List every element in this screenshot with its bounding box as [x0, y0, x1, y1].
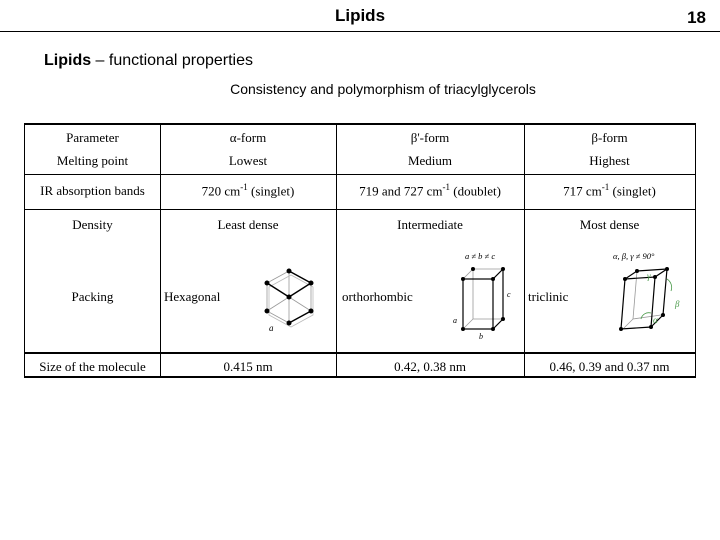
- section-title: [44, 52, 253, 70]
- hexagonal-lattice-diagram: [259, 265, 319, 335]
- row-divider: [25, 352, 695, 354]
- ir-beta-prime: 719 and 727 $cm^{-1}$ (doublet): [359, 182, 501, 199]
- svg-text:c: c: [507, 290, 511, 299]
- svg-text:α: α: [653, 315, 658, 325]
- density-label: Density: [72, 217, 113, 232]
- row-divider: [25, 174, 695, 175]
- size-alpha: 0.415 nm: [223, 359, 273, 374]
- packing-label: Packing: [71, 289, 114, 304]
- melting-point-beta-prime: Medium: [407, 153, 453, 168]
- page-number: 18: [687, 8, 706, 27]
- section-title-bold: Lipids: [44, 52, 92, 69]
- svg-text:β: β: [675, 299, 680, 309]
- packing-alpha: Hexagonal: [164, 289, 221, 304]
- svg-text:a ≠ b ≠ c: a ≠ b ≠ c: [465, 251, 496, 261]
- size-label: Size of the molecule: [39, 359, 146, 374]
- polymorphism-table: [24, 123, 696, 378]
- header-title: Lipids: [334, 6, 386, 25]
- ir-label: IR absorption bands: [40, 183, 145, 198]
- orthorhombic-lattice-diagram: [451, 249, 523, 341]
- header-divider: [0, 31, 720, 32]
- row-divider: [25, 209, 695, 210]
- ir-alpha: 720 $cm^{-1}$ (singlet): [201, 182, 295, 199]
- melting-point-alpha: Lowest: [228, 153, 268, 168]
- ir-beta: 717 $cm^{-1}$ (singlet): [563, 182, 656, 199]
- header-cell-alpha: α-form: [229, 130, 267, 145]
- density-alpha: Least dense: [217, 217, 279, 232]
- section-title-rest: – functional properties: [91, 52, 253, 69]
- packing-beta: triclinic: [528, 289, 569, 304]
- packing-beta-prime: orthorhombic: [342, 289, 413, 304]
- svg-text:b: b: [479, 332, 483, 341]
- size-beta-prime: 0.42, 0.38 nm: [394, 359, 466, 374]
- svg-text:a: a: [453, 316, 457, 325]
- density-beta-prime: Intermediate: [397, 217, 463, 232]
- svg-text:a: a: [269, 323, 274, 333]
- svg-text:γ: γ: [647, 271, 651, 281]
- size-beta: 0.46, 0.39 and 0.37 nm: [549, 359, 670, 374]
- melting-point-label: Melting point: [56, 153, 129, 168]
- header-cell-beta-prime: β'-form: [410, 130, 450, 145]
- table-caption: Consistency and polymorphism of triacylglycerols: [230, 81, 536, 97]
- triclinic-lattice-diagram: [611, 249, 695, 341]
- header-cell-parameter: Parameter: [66, 130, 119, 145]
- svg-text:α, β, γ ≠ 90°: α, β, γ ≠ 90°: [613, 251, 655, 261]
- header-cell-beta: β-form: [591, 130, 628, 145]
- density-beta: Most dense: [579, 217, 640, 232]
- melting-point-beta: Highest: [589, 153, 630, 168]
